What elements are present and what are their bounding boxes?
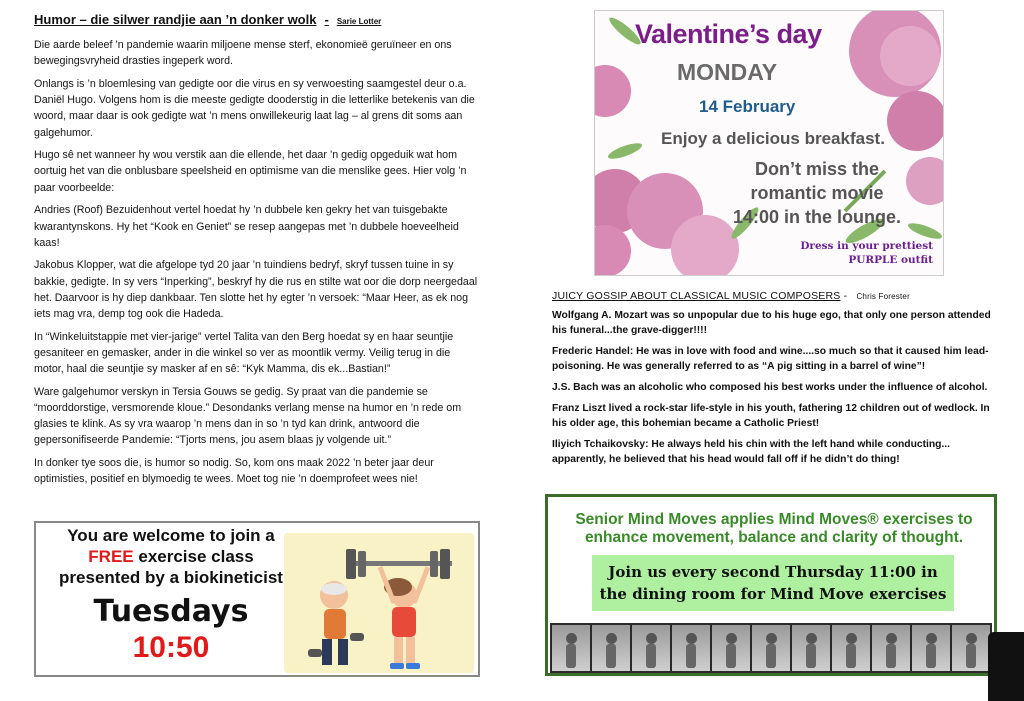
exercise-photo <box>832 625 870 671</box>
article-paragraph: Andries (Roof) Bezuidenhout vertel hoedat hy ’n dubbele ken gekry het van tuisgebakte kwarantynskons. Hy het “Kook en Geniet” se resep aangepas met ’n dubbele hoeveelheid kaas! <box>34 204 459 249</box>
article-paragraph: Jakobus Klopper, wat die afgelope tyd 20 jaar ’n tuindiens bedryf, skryf tussen tuine in sy bakkie, gedigte. In sy vers “Inperking”, beskryf hy die rus en stilte wat oor die dorp neergedaal het. Daarvoor is hy diep dankbaar. Ten slotte het hy egter ’n versoek: “Maar Heer, as ek nog iets mag vra, demp tog ook die Hadeda. <box>34 259 478 321</box>
dress-line: Dress in your prettiest <box>800 240 933 252</box>
valentine-day: MONDAY <box>677 59 778 85</box>
mind-moves-notice <box>545 494 997 676</box>
article-author: Sarie Lotter <box>336 17 382 26</box>
valentine-notice <box>594 10 944 276</box>
exercise-class-line <box>40 546 302 567</box>
exercise-photo <box>872 625 910 671</box>
cartoon-exercisers-icon <box>284 533 474 673</box>
movie-line: 14:00 in the lounge. <box>732 207 902 227</box>
dress-code-text <box>800 239 933 267</box>
title-dash: - <box>324 12 329 27</box>
gossip-item: Iliyich Tchaikovsky: He always held his chin with the left hand while conducting... apparently, he believed that his head would fall off if he didn’t do thing! <box>552 439 951 465</box>
exercise-text <box>40 525 302 665</box>
article-paragraph: Onlangs is ’n bloemlesing van gedigte oor die virus en sy verwoesting saamgestel deur o.a. Daniël Hugo. Volgens hom is die meeste gedigte dooderstig in die letterlike betekenis van die woord, maar daar is ook gedigte wat ’n mens onwillekeurig laat lag – al grens dit soms aan galgehumor. <box>34 77 475 139</box>
exercise-photo <box>712 625 750 671</box>
article-paragraph: Die aarde beleef ’n pandemie waarin miljoene mense sterf, ekonomieë geruïneer en ons bewegingsvryheid drasties ingeperk word. <box>34 39 452 68</box>
gossip-dash: - <box>843 290 848 302</box>
article-paragraph: Ware galgehumor verskyn in Tersia Gouws se gedig. Sy praat van die pandemie se “moorddorstige, versmorende kloue.” Desondanks verlang mense na humor en ’n rede om glasies te klink. As sy vra waarop ’n mens dan in so ’n tyd kan drink, antwoord die gepersonifiseerde Pandemie: “Tjorts mens, jou asem blaas jy volgende uit.” <box>34 385 462 447</box>
window-corner-overlay <box>988 632 1024 701</box>
gossip-item: J.S. Bach was an alcoholic who composed his best works under the influence of alcohol. <box>552 382 988 393</box>
gossip-item: Wolfgang A. Mozart was so unpopular due to his huge ego, that only one person attended his funeral...the grave-digger!!!! <box>552 310 991 336</box>
article-paragraph: Hugo sê net wanneer hy wou verstik aan die ellende, het daar ’n gedig opgeduik wat hom oortuig het van die onblusbare speelsheid en optimisme van die menslike gees. Hier volg ’n paar voorbeelde: <box>34 149 467 194</box>
gossip-author: Chris Forester <box>856 292 910 301</box>
article-paragraph: In “Winkeluitstappie met vier-jarige” vertel Talita van den Berg hoedat sy en haar seuntjie gesaniteer en gemasker, ander in die winkel so ver as moontlik vermy. Veilig terug in die motor, haal die seuntjie sy masker af en sê: “Kyk Mamma, dis ek...Bastian!” <box>34 330 454 376</box>
article-paragraph: In donker tye soos die, is humor so nodig. So, kom ons maak 2022 ’n beter jaar deur optimisties, positief en blymoedig te wees. Moet tog nie ’n doemprofeet wees nie! <box>34 457 434 486</box>
exercise-photo <box>912 625 950 671</box>
schedule-line: Join us every second Thursday 11:00 in <box>608 563 938 581</box>
exercise-photo <box>752 625 790 671</box>
gossip-item: Franz Liszt lived a rock-star life-style in his youth, fathering 12 children out of wedlock. In his older age, this bohemian became a Catholic Priest! <box>552 403 990 429</box>
movie-text <box>717 157 917 229</box>
movie-line: Don’t miss the <box>754 159 879 179</box>
valentine-title: Valentine’s day <box>635 19 822 49</box>
exercise-day: Tuesdays <box>93 594 249 629</box>
exercise-intro: You are welcome to join a <box>67 526 275 545</box>
gossip-title <box>552 290 992 302</box>
gossip-item: Frederic Handel: He was in love with food and wine....so much so that it caused him lead-poisoning. He was generally referred to as “A pig sitting in a barrel of wine”! <box>552 346 989 372</box>
exercise-photo <box>632 625 670 671</box>
breakfast-text: Enjoy a delicious breakfast. <box>661 129 885 148</box>
exercise-photo <box>672 625 710 671</box>
schedule-line: the dining room for Mind Move exercises <box>599 585 947 603</box>
free-label: FREE <box>88 547 134 566</box>
mind-heading-line: enhance movement, balance and clarity of thought. <box>584 529 964 546</box>
exercise-photo <box>952 625 990 671</box>
exercise-photo <box>552 625 590 671</box>
biokineticist-line: presented by a biokineticist <box>59 568 283 587</box>
mind-heading-line: Senior Mind Moves applies Mind Moves® exercises to <box>575 511 973 528</box>
valentine-date: 14 February <box>699 97 796 116</box>
humor-article <box>34 12 480 494</box>
mind-moves-schedule <box>592 555 954 611</box>
exercise-photo-strip <box>550 623 992 673</box>
mind-moves-heading <box>554 511 994 547</box>
exercise-class-notice <box>34 521 480 677</box>
exercise-time: 10:50 <box>132 631 210 664</box>
exercise-photo <box>792 625 830 671</box>
exercise-class-label: exercise class <box>133 547 254 566</box>
article-title-text: Humor – die silwer randjie aan ’n donker wolk <box>34 12 317 27</box>
exercise-cartoon-illustration <box>284 533 474 673</box>
movie-line: romantic movie <box>750 183 884 203</box>
gossip-article <box>552 290 992 473</box>
article-title <box>34 12 480 27</box>
dress-line: PURPLE outfit <box>848 254 933 266</box>
gossip-title-text: JUICY GOSSIP ABOUT CLASSICAL MUSIC COMPOSERS <box>552 290 841 302</box>
exercise-photo <box>592 625 630 671</box>
